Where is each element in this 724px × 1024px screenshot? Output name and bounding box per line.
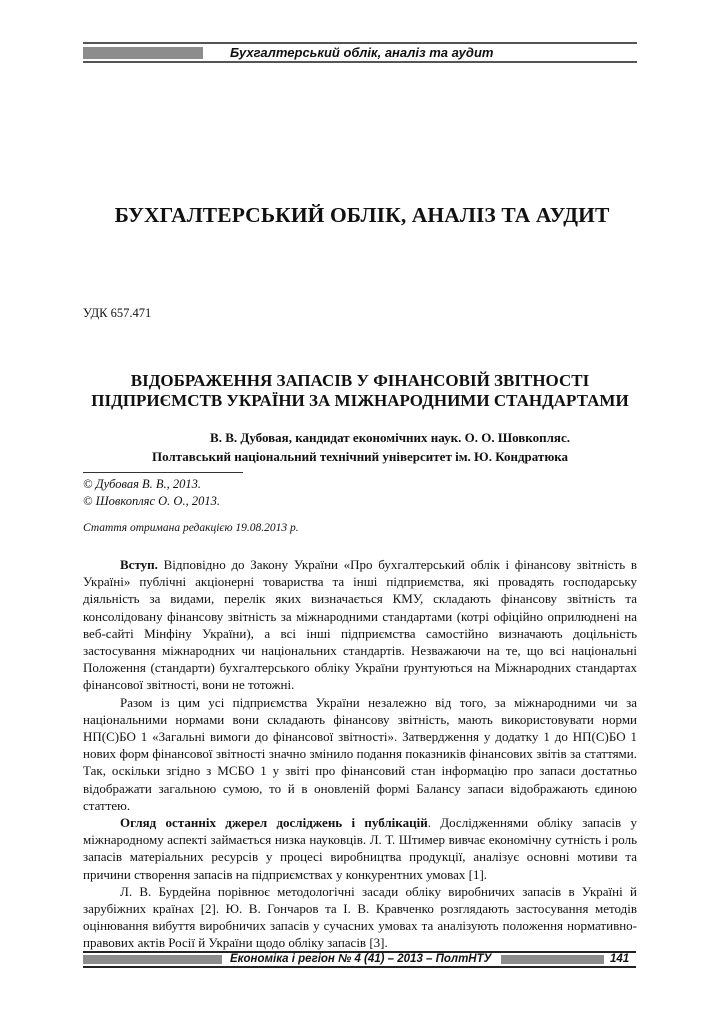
article-body (83, 556, 637, 952)
paragraph-lead-literature-review: Огляд останніх джерел досліджень і публікацій (120, 815, 428, 831)
running-title: Бухгалтерський облік, аналіз та аудит (230, 45, 494, 60)
section-title: БУХГАЛТЕРСЬКИЙ ОБЛІК, АНАЛІЗ ТА АУДИТ (114, 203, 610, 227)
copyright-line: © Шовкопляс О. О., 2013. (83, 494, 220, 508)
paragraph-text: . Дослідженнями обліку запасів у міжнародному аспекті займається низка науковців. Л. Т. Штимер вивчає економічну сутність і роль запасів матеріальних ресурсів у процесі виробництва продукції, аналізує основні мотиви та причини створення запасів на підприємствах у конкурентних умовах [1]. (83, 815, 637, 882)
authors-line: В. В. Дубовая, кандидат економічних наук. О. О. Шовкопляс. (210, 430, 570, 445)
running-header (83, 42, 637, 63)
footer-decorative-bar-right (501, 955, 604, 964)
article-title-line-1: ВІДОБРАЖЕННЯ ЗАПАСІВ У ФІНАНСОВІЙ ЗВІТНОСТІ (130, 371, 590, 390)
udk-code: УДК 657.471 (83, 306, 152, 320)
journal-citation: Економіка і регіон № 4 (41) – 2013 – ПолтНТУ (230, 953, 492, 965)
page-number: 141 (610, 953, 630, 965)
paragraph: Разом із цим усі підприємства України незалежно від того, за міжнародними чи за національними нормами вони складають фінансову звітність, мають використовувати норми НП(С)БО 1 «Загальні вимоги до фінансової звітності». Затвердження у додатку 1 до НП(С)БО 1 нових форм фінансової звітності значно змінило подання показників фінансових звітів за статтями. Так, оскільки згідно з МСБО 1 у звіті про фінансовий стан інформацію про запаси достатньо відображати загальною сумою, то й в оновленій формі Балансу запаси відображають єдиною статтею. (83, 694, 637, 813)
running-footer (83, 951, 636, 968)
paragraph-text: Відповідно до Закону України «Про бухгалтерський облік і фінансову звітність в Україні» публічні акціонерні товариства та інші підприємства, які провадять господарську діяльність за видами, перелік яких визначається КМУ, складають фінансову звітність та консолідовану фінансову звітність за міжнародними стандартами (котрі офіційно оприлюднені на веб-сайті Мінфіну України), а всі інші підприємства самостійно визначають доцільність застосування міжнародних чи національних стандартів. Незважаючи на те, що всі національні Положення (стандарти) бухгалтерського обліку України ґрунтуються на Міжнародних стандартах фінансової звітності, вони не тотожні. (83, 557, 637, 693)
copyright-line: © Дубовая В. В., 2013. (83, 477, 202, 491)
paragraph-lead-introduction: Вступ. (120, 557, 158, 572)
copyright-notes (83, 476, 220, 510)
paragraph-introduction (83, 556, 637, 694)
footnote-rule (83, 472, 243, 473)
paragraph-literature-review (83, 814, 637, 883)
authors-block (83, 428, 637, 466)
affiliation: Полтавський національний технічний університет ім. Ю. Кондратюка (151, 449, 569, 464)
paragraph: Л. В. Бурдейна порівнює методологічні засади обліку виробничих запасів в Україні й зарубіжних країнах [2]. Ю. В. Гончаров та І. В. Кравченко розглядають застосування методів оцінювання вибуття виробничих запасів у сучасних умовах та аналізують положення нормативно-правових актів Росії й України щодо обліку запасів [3]. (83, 883, 637, 951)
article-title (83, 371, 637, 411)
received-date-note: Стаття отримана редакцією 19.08.2013 р. (83, 522, 299, 534)
footer-decorative-bar-left (83, 955, 222, 964)
article-title-line-2: ПІДПРИЄМСТВ УКРАЇНИ ЗА МІЖНАРОДНИМИ СТАНДАРТАМИ (91, 391, 629, 410)
header-decorative-bar (83, 47, 203, 59)
